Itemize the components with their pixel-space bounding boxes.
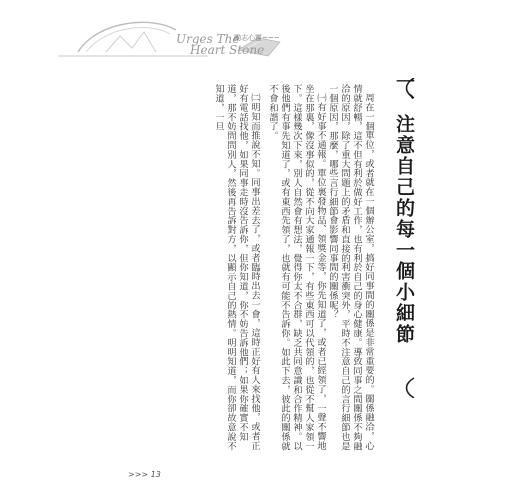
body-text: [134, 84, 374, 454]
paragraph-intro: 周在一個單位，或者就在一個辦公室，搞好同事間的關係是非常重要的。關係融洽，心情就舒暢，這不但有利於做好工作，也有利於自己的身心健康。導致同事之間關係不夠融洽的原因，除了重大問題上的矛盾和直接的利害衝突外，平時不注意自己的言行細節也是一個原因，那麼，哪些言行細節會影響同事間的關係呢？: [327, 84, 374, 451]
header-subtitle: 勵志心靈~~~: [234, 34, 280, 42]
brand-line-1: Urges The: [176, 32, 240, 46]
chapter-title: 一、注意自己的每一個小細節: [393, 72, 415, 345]
paragraph-point-1: ㈠有好事不通報。單位裏發物品、領獎金等，你先知道了，或者已經領了，一聲不響地坐在那裏，像沒事似的，從不向大家通報一下，有些東西可以代領的，也從不幫人家領一下。這樣幾次下來，別人自然會有想法，覺得你太不合群，缺乏共同意識和合作精神。以後他們有事先知道了，或有東西先領了，也就有可能不告訴你。如此下去，彼此的關係就不會和諧了。: [267, 84, 326, 451]
header-banner: [58, 12, 288, 62]
brand-line-2: Heart Stone: [190, 43, 265, 57]
paragraph-point-2: ㈡明知而推說不知。同事出差去了，或者臨時出去一會，這時正好有人來找他，或者正好有電話找他，如果同事走時沒告訴你，但你知道，你不妨告訴他們；如果你確實不知道，那不妨問問別人，然後再告訴對方，以顯示自己的熱情。明明知道，而你卻故意說不知道，一旦: [213, 84, 260, 451]
page-number: >>> 13: [128, 470, 161, 479]
